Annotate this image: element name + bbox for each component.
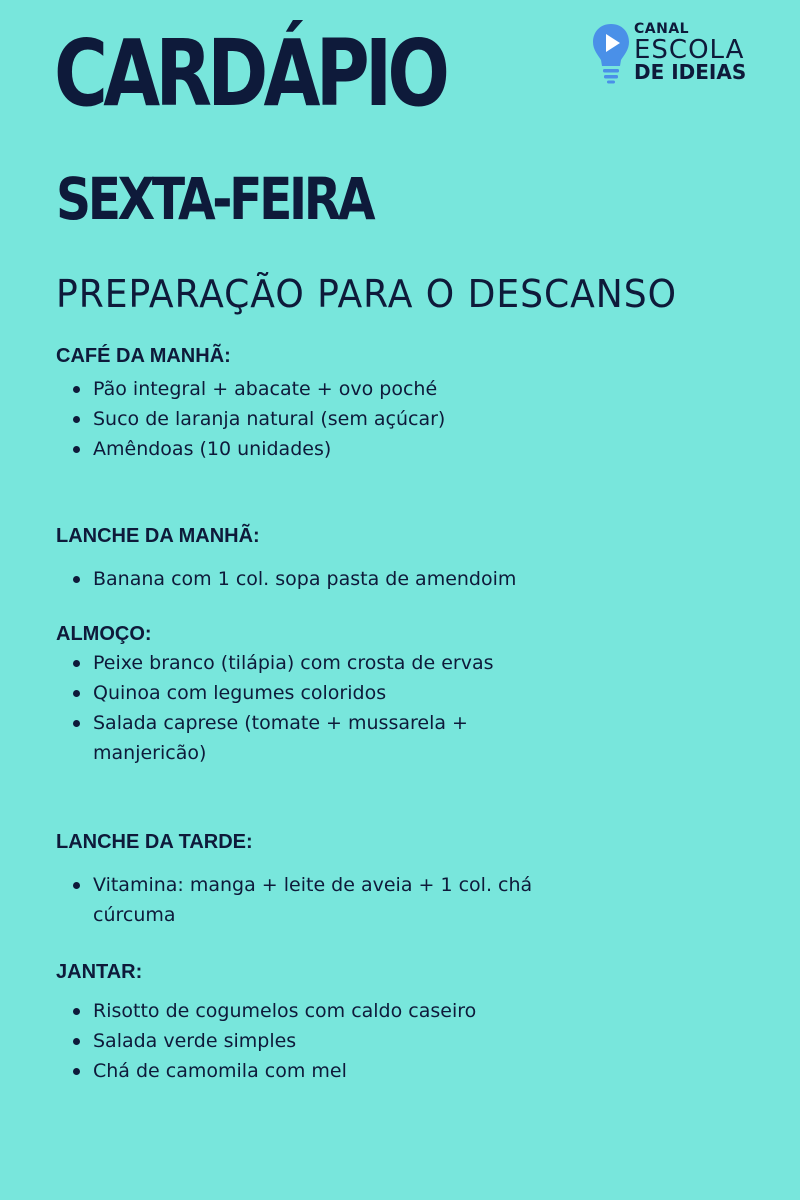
channel-logo [592, 22, 772, 88]
section-heading: CAFÉ DA MANHÃ: [56, 345, 231, 367]
menu-item [56, 404, 563, 434]
bullet-icon [73, 1068, 80, 1075]
menu-item-text: Vitamina: manga + leite de aveia + 1 col. chá cúrcuma [93, 874, 533, 926]
section-jantar [56, 960, 756, 1086]
menu-item-text: Chá de camomila com mel [93, 1060, 347, 1082]
menu-item [56, 996, 563, 1026]
menu-item-text: Amêndoas (10 unidades) [93, 438, 332, 460]
bullet-icon [73, 446, 80, 453]
section-heading: JANTAR: [56, 961, 143, 983]
section-lanche-da-tarde [56, 830, 756, 930]
menu-list [56, 374, 756, 464]
section-heading: LANCHE DA TARDE: [56, 831, 253, 853]
menu-item-text: Peixe branco (tilápia) com crosta de ervas [93, 652, 494, 674]
menu-item-text: Risotto de cogumelos com caldo caseiro [93, 1000, 477, 1022]
menu-item [56, 678, 563, 708]
section-cafe-da-manha [56, 344, 756, 464]
menu-list [56, 870, 756, 930]
bullet-icon [73, 1038, 80, 1045]
menu-item [56, 434, 563, 464]
menu-item-text: Suco de laranja natural (sem açúcar) [93, 408, 446, 430]
page-title: CARDÁPIO [54, 20, 446, 127]
section-almoco [56, 622, 756, 768]
bullet-icon [73, 416, 80, 423]
bullet-icon [73, 690, 80, 697]
section-lanche-da-manha [56, 524, 756, 594]
menu-item-text: Salada verde simples [93, 1030, 297, 1052]
menu-item-text: Quinoa com legumes coloridos [93, 682, 387, 704]
menu-item-text: Salada caprese (tomate + mussarela + manjericão) [93, 712, 468, 764]
menu-item [56, 648, 713, 678]
bullet-icon [73, 660, 80, 667]
lightbulb-play-icon [592, 22, 630, 84]
page-subtitle: PREPARAÇÃO PARA O DESCANSO [56, 272, 677, 316]
menu-item-text: Banana com 1 col. sopa pasta de amendoim [93, 568, 517, 590]
menu-item [56, 374, 563, 404]
logo-line-canal: CANAL [634, 21, 690, 37]
section-heading: LANCHE DA MANHÃ: [56, 525, 260, 547]
menu-item [56, 708, 563, 768]
bullet-icon [73, 1008, 80, 1015]
menu-item [56, 870, 563, 930]
bullet-icon [73, 882, 80, 889]
bullet-icon [73, 386, 80, 393]
logo-wordmark [634, 22, 746, 82]
menu-list [56, 564, 756, 594]
menu-item-text: Pão integral + abacate + ovo poché [93, 378, 438, 400]
menu-list [56, 996, 756, 1086]
menu-item [56, 1056, 563, 1086]
logo-line-escola: ESCOLA [634, 35, 745, 65]
section-heading: ALMOÇO: [56, 623, 152, 645]
menu-item [56, 1026, 563, 1056]
bullet-icon [73, 576, 80, 583]
logo-line-ideias: DE IDEIAS [634, 60, 747, 84]
menu-item [56, 564, 713, 594]
day-title: SEXTA-FEIRA [56, 165, 373, 233]
bullet-icon [73, 720, 80, 727]
menu-list [56, 648, 756, 768]
